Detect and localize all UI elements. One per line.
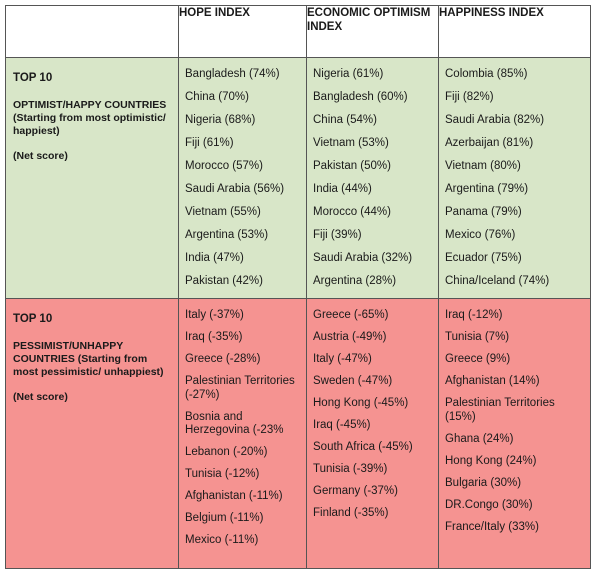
pessimist-economic-cell — [307, 299, 439, 569]
list-item: Morocco (57%) — [185, 160, 263, 172]
list-item: Italy (-47%) — [313, 353, 372, 365]
list-item: Saudi Arabia (32%) — [313, 252, 413, 264]
optimist-description: OPTIMIST/HAPPY COUNTRIES (Starting from most optimistic/ happiest) — [13, 99, 167, 137]
list-item: Argentina (28%) — [313, 275, 397, 287]
list-item: Fiji (39%) — [313, 229, 362, 241]
list-item: Greece (-28%) — [185, 353, 261, 365]
list-item: Tunisia (7%) — [445, 331, 510, 343]
list-item: Sweden (-47%) — [313, 375, 393, 387]
list-item: Colombia (85%) — [445, 68, 528, 80]
list-item: Belgium (-11%) — [185, 512, 264, 524]
list-item: Morocco (44%) — [313, 206, 391, 218]
optimist-hope-list — [185, 68, 300, 289]
list-item: Lebanon (-20%) — [185, 446, 268, 458]
pessimist-note: (Net score) — [13, 391, 68, 403]
list-item: India (44%) — [313, 183, 372, 195]
list-item: Hong Kong (24%) — [445, 454, 537, 467]
pessimist-row — [6, 299, 591, 569]
list-item: Pakistan (42%) — [185, 275, 263, 287]
list-item: Greece (9%) — [445, 353, 511, 365]
list-item: South Africa (-45%) — [313, 441, 413, 453]
list-item: Finland (-35%) — [313, 507, 389, 519]
optimist-category — [6, 58, 179, 299]
optimist-hope-cell — [179, 58, 307, 299]
list-item: Mexico (-11%) — [185, 534, 259, 546]
list-item: China (70%) — [185, 91, 249, 103]
header-hope-index: HOPE INDEX — [179, 6, 307, 58]
list-item: Iraq (-35%) — [185, 331, 243, 343]
list-item: Afghanistan (14%) — [445, 375, 540, 387]
pessimist-happiness-list — [445, 309, 584, 534]
list-item: Ecuador (75%) — [445, 252, 522, 264]
header-empty — [6, 6, 179, 58]
list-item: Bangladesh (74%) — [185, 68, 280, 80]
list-item: Ghana (24%) — [445, 432, 514, 445]
pessimist-title: TOP 10 — [13, 313, 53, 325]
pessimist-category — [6, 299, 179, 569]
list-item: Saudi Arabia (56%) — [185, 183, 285, 195]
list-item: Argentina (53%) — [185, 229, 269, 241]
pessimist-economic-list — [313, 309, 432, 521]
list-item: Bosnia and Herzegovina (-23% — [185, 410, 284, 436]
list-item: China (54%) — [313, 114, 377, 126]
optimist-economic-cell — [307, 58, 439, 299]
list-item: India (47%) — [185, 252, 244, 264]
header-happiness-index: HAPPINESS INDEX — [439, 6, 591, 58]
list-item: Afghanistan (-11%) — [185, 490, 283, 502]
list-item: Panama (79%) — [445, 206, 522, 218]
list-item: Mexico (76%) — [445, 229, 516, 241]
optimist-economic-list — [313, 68, 432, 289]
list-item: Fiji (61%) — [185, 137, 234, 149]
list-item: Palestinian Territories (-27%) — [185, 375, 295, 401]
list-item: Vietnam (80%) — [445, 160, 521, 172]
list-item: Fiji (82%) — [445, 91, 494, 103]
list-item: Tunisia (-39%) — [313, 463, 388, 475]
pessimist-hope-list — [185, 309, 300, 548]
list-item: Italy (-37%) — [185, 309, 244, 321]
header-economic-optimism-index: ECONOMIC OPTIMISM INDEX — [307, 6, 439, 58]
optimist-title: TOP 10 — [13, 72, 53, 84]
pessimist-hope-cell — [179, 299, 307, 569]
list-item: Bangladesh (60%) — [313, 91, 408, 103]
list-item: Azerbaijan (81%) — [445, 137, 534, 149]
list-item: Saudi Arabia (82%) — [445, 114, 545, 126]
list-item: Nigeria (68%) — [185, 114, 256, 126]
optimist-happiness-list — [445, 68, 584, 289]
list-item: Austria (-49%) — [313, 331, 387, 343]
list-item: Greece (-65%) — [313, 309, 389, 321]
list-item: DR.Congo (30%) — [445, 498, 533, 511]
list-item: Pakistan (50%) — [313, 160, 391, 172]
list-item: Vietnam (55%) — [185, 206, 261, 218]
list-item: Germany (-37%) — [313, 485, 398, 497]
optimist-row — [6, 58, 591, 299]
list-item: France/Italy (33%) — [445, 520, 539, 533]
list-item: Palestinian Territories (15%) — [445, 397, 555, 423]
pessimist-happiness-cell — [439, 299, 591, 569]
optimist-note: (Net score) — [13, 150, 68, 162]
list-item: Bulgaria (30%) — [445, 476, 522, 489]
header-row — [6, 6, 591, 58]
list-item: Hong Kong (-45%) — [313, 397, 409, 409]
list-item: Tunisia (-12%) — [185, 468, 260, 480]
list-item: Argentina (79%) — [445, 183, 529, 195]
optimist-happiness-cell — [439, 58, 591, 299]
list-item: Iraq (-12%) — [445, 309, 503, 321]
list-item: Nigeria (61%) — [313, 68, 384, 80]
index-table — [5, 5, 591, 569]
list-item: Iraq (-45%) — [313, 419, 371, 431]
list-item: Vietnam (53%) — [313, 137, 389, 149]
list-item: China/Iceland (74%) — [445, 275, 550, 287]
pessimist-description: PESSIMIST/UNHAPPY COUNTRIES (Starting from most pessimistic/ unhappiest) — [13, 340, 164, 378]
